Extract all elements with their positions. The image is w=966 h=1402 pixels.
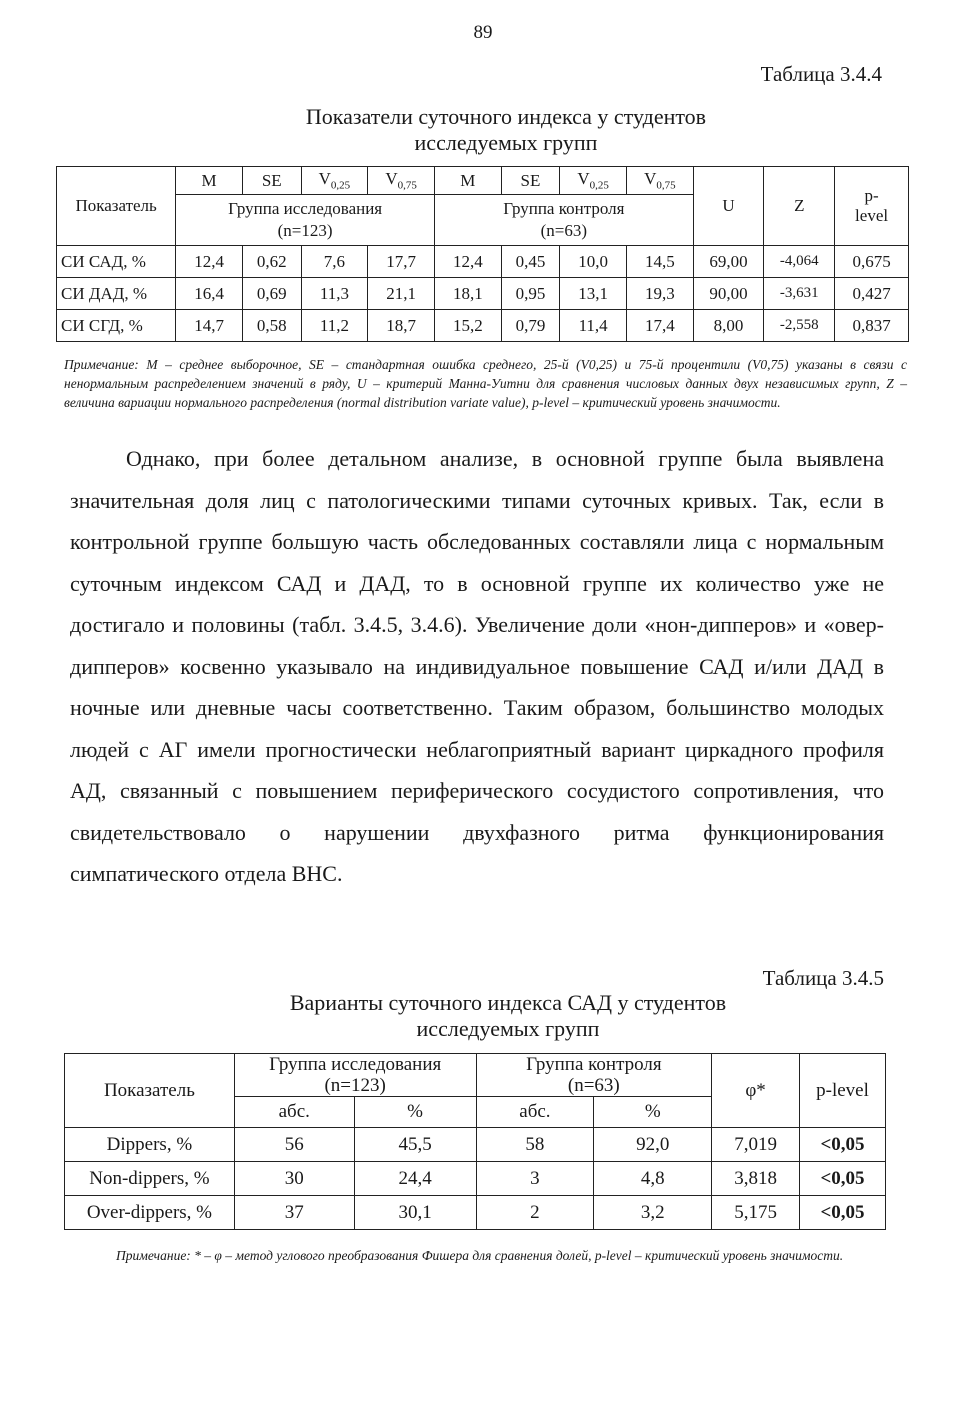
table1-header-group-control: Группа контроля (n=63): [434, 195, 693, 246]
table-row: Over-dippers, % 37 30,1 2 3,2 5,175 <0,05: [65, 1196, 886, 1230]
table1-title-line1: Показатели суточного индекса у студентов: [305, 104, 707, 129]
table1-header-v025: $V_{0,25}$: [301, 167, 368, 195]
table1-header-plevel: p-level: [835, 167, 909, 246]
table1-header-se-control: SE: [501, 167, 560, 195]
table1-header-se: SE: [242, 167, 301, 195]
table1-header-m: M: [176, 167, 243, 195]
table-row: Non-dippers, % 30 24,4 3 4,8 3,818 <0,05: [65, 1162, 886, 1196]
table2-title-line2: исследуемых групп: [416, 1016, 600, 1041]
table1-header-row1: [57, 167, 909, 195]
body-paragraph: [70, 438, 884, 895]
table2-header-phi: φ*: [712, 1054, 800, 1128]
table2-number: Таблица 3.4.5: [762, 966, 884, 990]
table1-header-v075: $V_{0,75}$: [368, 167, 435, 195]
table1-header-group-study: Группа исследования (n=123): [176, 195, 435, 246]
table2-title-line1: Варианты суточного индекса САД у студентов: [289, 990, 727, 1015]
row-label: СИ ДАД, %: [57, 278, 176, 310]
table2-header-pct: %: [354, 1097, 476, 1128]
table1-header-m-control: M: [434, 167, 501, 195]
row-label: Over-dippers, %: [65, 1196, 235, 1230]
table1-number: Таблица 3.4.4: [760, 62, 882, 86]
table1-header-v025-control: $V_{0,25}$: [560, 167, 627, 195]
page-number: 89: [473, 22, 493, 43]
table1-header-u: U: [693, 167, 764, 246]
table1-header-v075-control: $V_{0,75}$: [626, 167, 693, 195]
table2: [64, 1053, 886, 1230]
table2-header-group-control: Группа контроля (n=63): [476, 1054, 712, 1097]
row-label: Dippers, %: [65, 1128, 235, 1162]
table2-header-indicator: Показатель: [65, 1054, 235, 1128]
table1: [56, 166, 909, 342]
table-row: Dippers, % 56 45,5 58 92,0 7,019 <0,05: [65, 1128, 886, 1162]
table1-title: [150, 104, 862, 156]
table2-header-abs: абс.: [234, 1097, 354, 1128]
table2-header-pct-control: %: [594, 1097, 712, 1128]
table2-note: Примечание: * – φ – метод углового преобразования Фишера для сравнения долей, p-level – критический уровень значимости.: [116, 1248, 844, 1263]
table2-header-plevel: p-level: [800, 1054, 886, 1128]
row-label: СИ СГД, %: [57, 310, 176, 342]
table2-header-group-study: Группа исследования (n=123): [234, 1054, 476, 1097]
table-row: СИ СГД, % 14,7 0,58 11,2 18,7 15,2 0,79 11,4 17,4 8,00 -2,558 0,837: [57, 310, 909, 342]
row-label: Non-dippers, %: [65, 1162, 235, 1196]
table1-header-z: Z: [764, 167, 835, 246]
table-row: СИ ДАД, % 16,4 0,69 11,3 21,1 18,1 0,95 13,1 19,3 90,00 -3,631 0,427: [57, 278, 909, 310]
paragraph-text: Однако, при более детальном анализе, в основной группе была выявлена значительная доля лиц с патологическими типами суточных кривых. Так, если в контрольной группе большую часть обследованных составляли лица с нормальным суточным индексом САД и ДАД, то в основной группе их количество уже не достигало и половины (табл. 3.4.5, 3.4.6). Увеличение доли «нон-дипперов» и «овер-дипперов» косвенно указывало на индивидуальное повышение САД и/или ДАД в ночные или дневные часы соответственно. Таким образом, большинство молодых людей с АГ имели прогностически неблагоприятный вариант циркадного профиля АД, связанный с повышением периферического сосудистого сопротивления, что свидетельствовало о нарушении двухфазного ритма функционирования симпатического отдела ВНС.: [70, 446, 884, 886]
table1-title-line2: исследуемых групп: [414, 130, 598, 155]
table1-header-indicator: Показатель: [57, 167, 176, 246]
table2-header-row1: [65, 1054, 886, 1097]
table2-header-abs-control: абс.: [476, 1097, 594, 1128]
table2-title: [150, 990, 866, 1042]
table1-note: Примечание: M – среднее выборочное, SE – стандартная ошибка среднего, 25-й (V0,25) и 75-й процентили (V0,75) указаны в связи с ненормальным распределением значений в ряду, U – критерий Манна-Уитни для сравнения числовых данных двух независимых групп, Z – величина вариации нормального распределения (normal distribution variate value), p-level – критический уровень значимости.: [64, 357, 907, 410]
row-label: СИ САД, %: [57, 246, 176, 278]
table-row: СИ САД, % 12,4 0,62 7,6 17,7 12,4 0,45 10,0 14,5 69,00 -4,064 0,675: [57, 246, 909, 278]
